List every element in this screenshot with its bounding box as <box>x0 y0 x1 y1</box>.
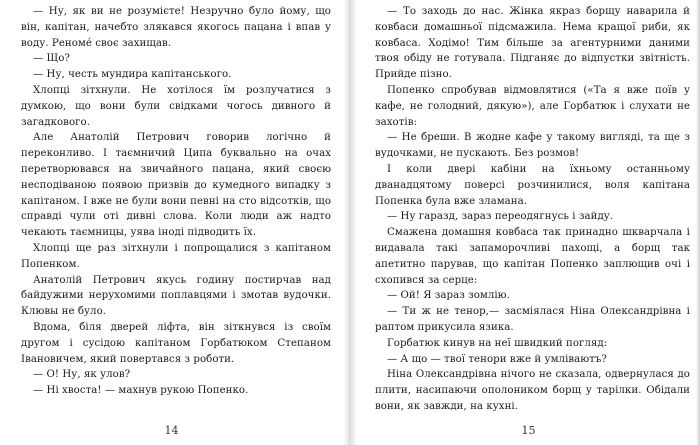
left-page-number: 14 <box>164 424 179 437</box>
left-paragraph-8: Вдома, біля дверей ліфта, він зіткнувся із своїм другом і сусідою капітаном Горбатюком Степаном Івановичем, який повертався з роботи. <box>21 321 331 365</box>
left-paragraph-3: — Ну, честь мундира капітанського. <box>33 69 232 81</box>
right-paragraph-7: — Ой! Я зараз зомлію. <box>387 290 510 302</box>
left-paragraph-6: Хлопці ще раз зітхнули і попрощалися з капітаном Попенком. <box>21 242 331 270</box>
right-paragraph-3: — Не бреши. В жодне кафе у такому вигляді, та ще з вудочками, не пускають. Без розмов! <box>375 132 690 160</box>
right-page-number: 15 <box>521 424 536 437</box>
right-paragraph-11: Ніна Олександрівна нічого не сказала, одвернулася до плити, насипаючи ополоником борщ у тарілки. Обідали вони, як завжди, на кухні. <box>375 369 690 412</box>
left-paragraph-5: Але Анатолій Петрович говорив логічно й переконливо. І таємничий Ципа буквально на очах перетворювався на звичайного пацана, який своєю несподіваною появою призвів до кумедного випадку з капітаном. І вже не були вони певні на сто відсотків, що справді чули оті дивні слова. Коли люди аж надто чекають таємницы, уява іноді підводить їх. <box>21 132 331 239</box>
left-paragraph-2: — Що? <box>33 53 70 65</box>
right-paragraph-4: І коли двері кабіни на їхньому останньому дванадцятому поверсі розчинилися, воля капітана Попенка була вже зламана. <box>375 163 690 207</box>
left-paragraph-9: — О! Ну, як улов? <box>33 369 131 381</box>
right-paragraph-8: — Ти ж не тенор,— засміялася Ніна Олександрівна і раптом прикусила язика. <box>375 306 690 333</box>
book-gutter <box>343 0 357 445</box>
right-paragraph-1: — То заходь до нас. Жінка якраз борщу наварила й ковбаси домашньої підсмажила. Нема кращої риби, як ковбаса. Ходімо! Тим більше за агентурними даними твоя обіду не готувала. Підганяє до відпустки звітність. Прийде пізно. <box>375 6 690 81</box>
right-paragraph-5: — Ну гаразд, зараз переодягнусь і зайду. <box>387 211 614 223</box>
left-paragraph-7: Анатолій Петрович якусь годину постирчав над байдужими нерухомими поплавцями і змотав вудочки. Клювы не було. <box>21 274 331 318</box>
right-page <box>357 0 700 445</box>
left-paragraph-10: — Ні хвоста! — махнув рукою Попенко. <box>33 385 249 397</box>
right-paragraph-10: — А що — твої тенори вже й умліваютъ? <box>387 353 607 365</box>
right-paragraph-2: Попенко спробував відмовлятися («Та я вже поїв у кафе, не голодний, дякую»), але Горбатюк і слухати не захотів: <box>375 84 690 128</box>
left-paragraph-1: — Ну, як ви не розумієте! Незручно було йому, що він, капітан, начебто злякався якогось пацана і впав у воду. Реномé своє захищав. <box>21 6 331 49</box>
right-paragraph-9: Горбатюк кинув на неї швидкий погляд: <box>387 337 608 349</box>
left-page <box>0 0 343 445</box>
right-paragraph-6: Смажена домашня ковбаса так принадно шкварчала і видавала такі запаморочливі пахощі, а борщ так апетитно парував, що капітан Попенко заплющив очі і схопився за серце: <box>375 227 690 286</box>
left-paragraph-4: Хлопці зітхнули. Не хотілося їм розлучатися з думкою, що вони були свідками чогось дивного й загадкового. <box>21 84 331 128</box>
page-edge-shadow <box>696 0 700 445</box>
